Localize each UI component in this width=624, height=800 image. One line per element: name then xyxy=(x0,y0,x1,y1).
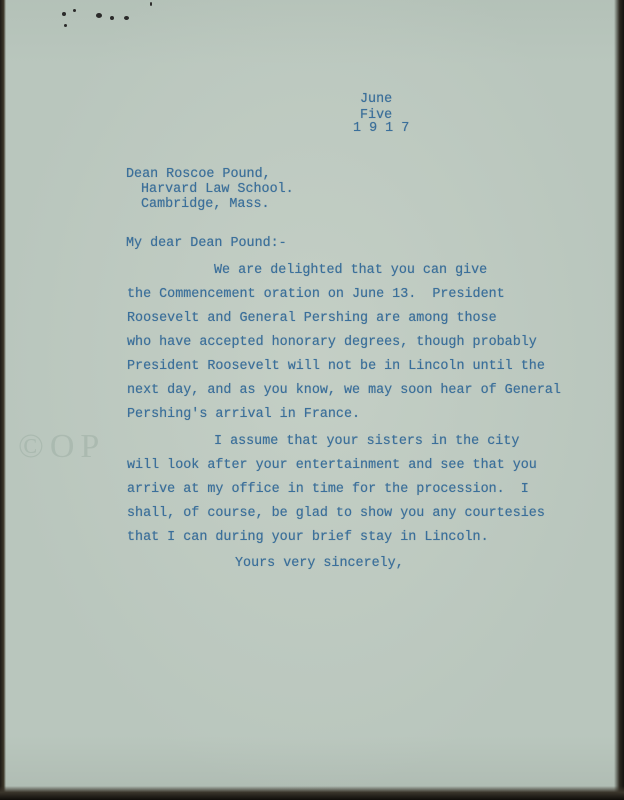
date-month: June xyxy=(360,92,393,107)
ink-mark xyxy=(62,12,66,16)
ink-mark xyxy=(64,24,67,27)
date-day: Five xyxy=(360,108,393,123)
page-edge-bottom xyxy=(0,786,624,800)
date-year: 1 9 1 7 xyxy=(353,121,410,136)
ink-marks xyxy=(0,0,624,60)
embossed-stamp: ©OP xyxy=(18,428,106,465)
paragraph-line: We are delighted that you can give xyxy=(214,263,488,278)
recipient-city: Cambridge, Mass. xyxy=(141,197,270,212)
salutation: My dear Dean Pound:- xyxy=(126,236,287,251)
paragraph-line: that I can during your brief stay in Lincoln. xyxy=(127,530,489,545)
ink-mark xyxy=(73,9,76,12)
paragraph-line: I assume that your sisters in the city xyxy=(214,434,520,449)
page-edge-left xyxy=(0,0,6,800)
ink-mark xyxy=(150,2,152,6)
closing: Yours very sincerely, xyxy=(235,556,404,571)
recipient-institution: Harvard Law School. xyxy=(141,182,294,197)
ink-mark xyxy=(110,16,114,20)
recipient-name: Dean Roscoe Pound, xyxy=(126,167,271,182)
paragraph-line: Pershing's arrival in France. xyxy=(127,407,361,422)
paragraph-line: will look after your entertainment and see that you xyxy=(127,458,537,473)
ink-mark xyxy=(96,13,102,18)
ink-mark xyxy=(124,16,129,20)
paragraph-line: arrive at my office in time for the procession. I xyxy=(127,482,529,497)
paragraph-line: shall, of course, be glad to show you any courtesies xyxy=(127,506,545,521)
paragraph-line: President Roosevelt will not be in Lincoln until the xyxy=(127,359,545,374)
page-edge-right xyxy=(614,0,624,800)
paragraph-line: who have accepted honorary degrees, though probably xyxy=(127,335,537,350)
paragraph-line: next day, and as you know, we may soon hear of General xyxy=(127,383,561,398)
paragraph-line: the Commencement oration on June 13. President xyxy=(127,287,505,302)
paragraph-line: Roosevelt and General Pershing are among those xyxy=(127,311,497,326)
